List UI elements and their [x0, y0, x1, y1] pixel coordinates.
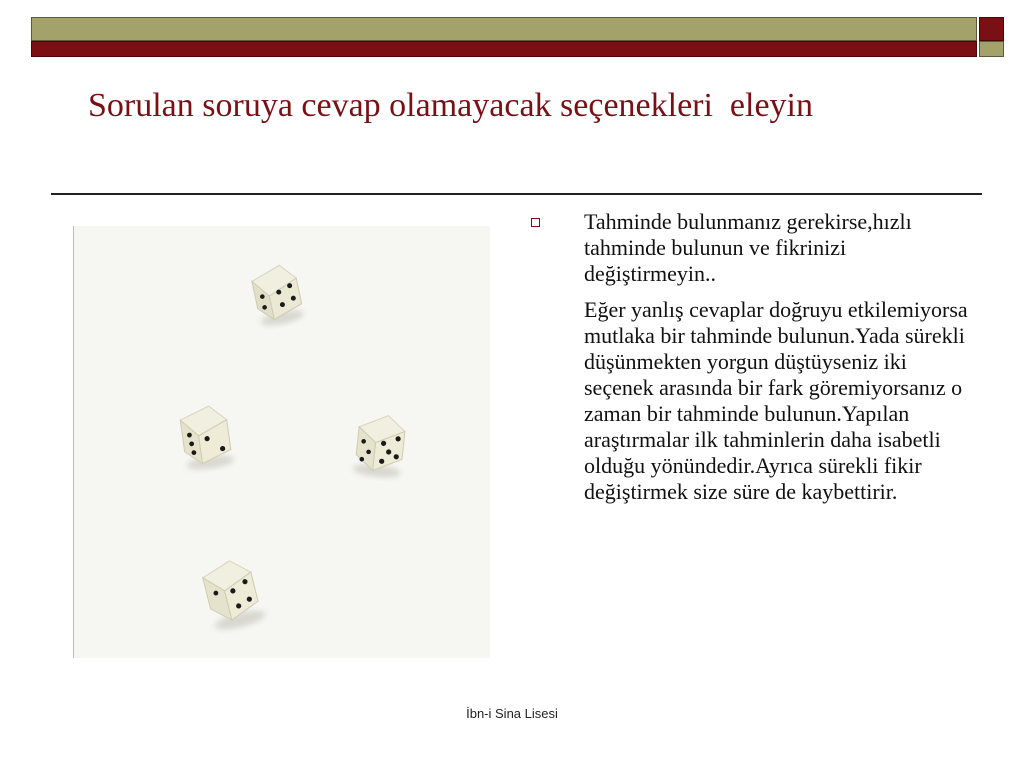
dice-illustration — [74, 226, 490, 658]
die-left — [179, 404, 235, 472]
footer-text: İbn-i Sina Lisesi — [466, 706, 558, 721]
dice-photo — [73, 226, 490, 658]
bullet-paragraph-2: Eğer yanlış cevaplar doğruyu etkilemiyorsa mutlaka bir tahminde bulunun.Yada sürekli düşünmekten yorgun düştüyseniz iki seçenek arasında bir fark göremiyorsanız o zaman bir tahminde bulunun.Yapılan araştırmalar ilk tahminlerin daha isabetli olduğu yönündedir.Ayrıca sürekli fikir değiştirmek size süre de kaybettirir. — [584, 297, 968, 504]
die-top — [250, 262, 305, 328]
bullet-paragraph-1: Tahminde bulunmanız gerekirse,hızlı tahminde bulunun ve fikrinizi değiştirmeyin.. — [584, 209, 912, 286]
bullet-list — [531, 209, 976, 515]
band-olive-stripe — [31, 17, 977, 41]
hollow-square-bullet-icon — [531, 218, 540, 227]
slide-title: Sorulan soruya cevap olamayacak seçenekleri eleyin — [88, 87, 814, 124]
band-corner-olive — [979, 41, 1004, 57]
die-right — [352, 413, 406, 480]
band-corner-maroon — [979, 17, 1004, 41]
die-bottom — [200, 556, 267, 634]
title-divider — [51, 193, 982, 195]
band-maroon-stripe — [31, 41, 977, 57]
top-decorative-band — [31, 17, 1004, 57]
